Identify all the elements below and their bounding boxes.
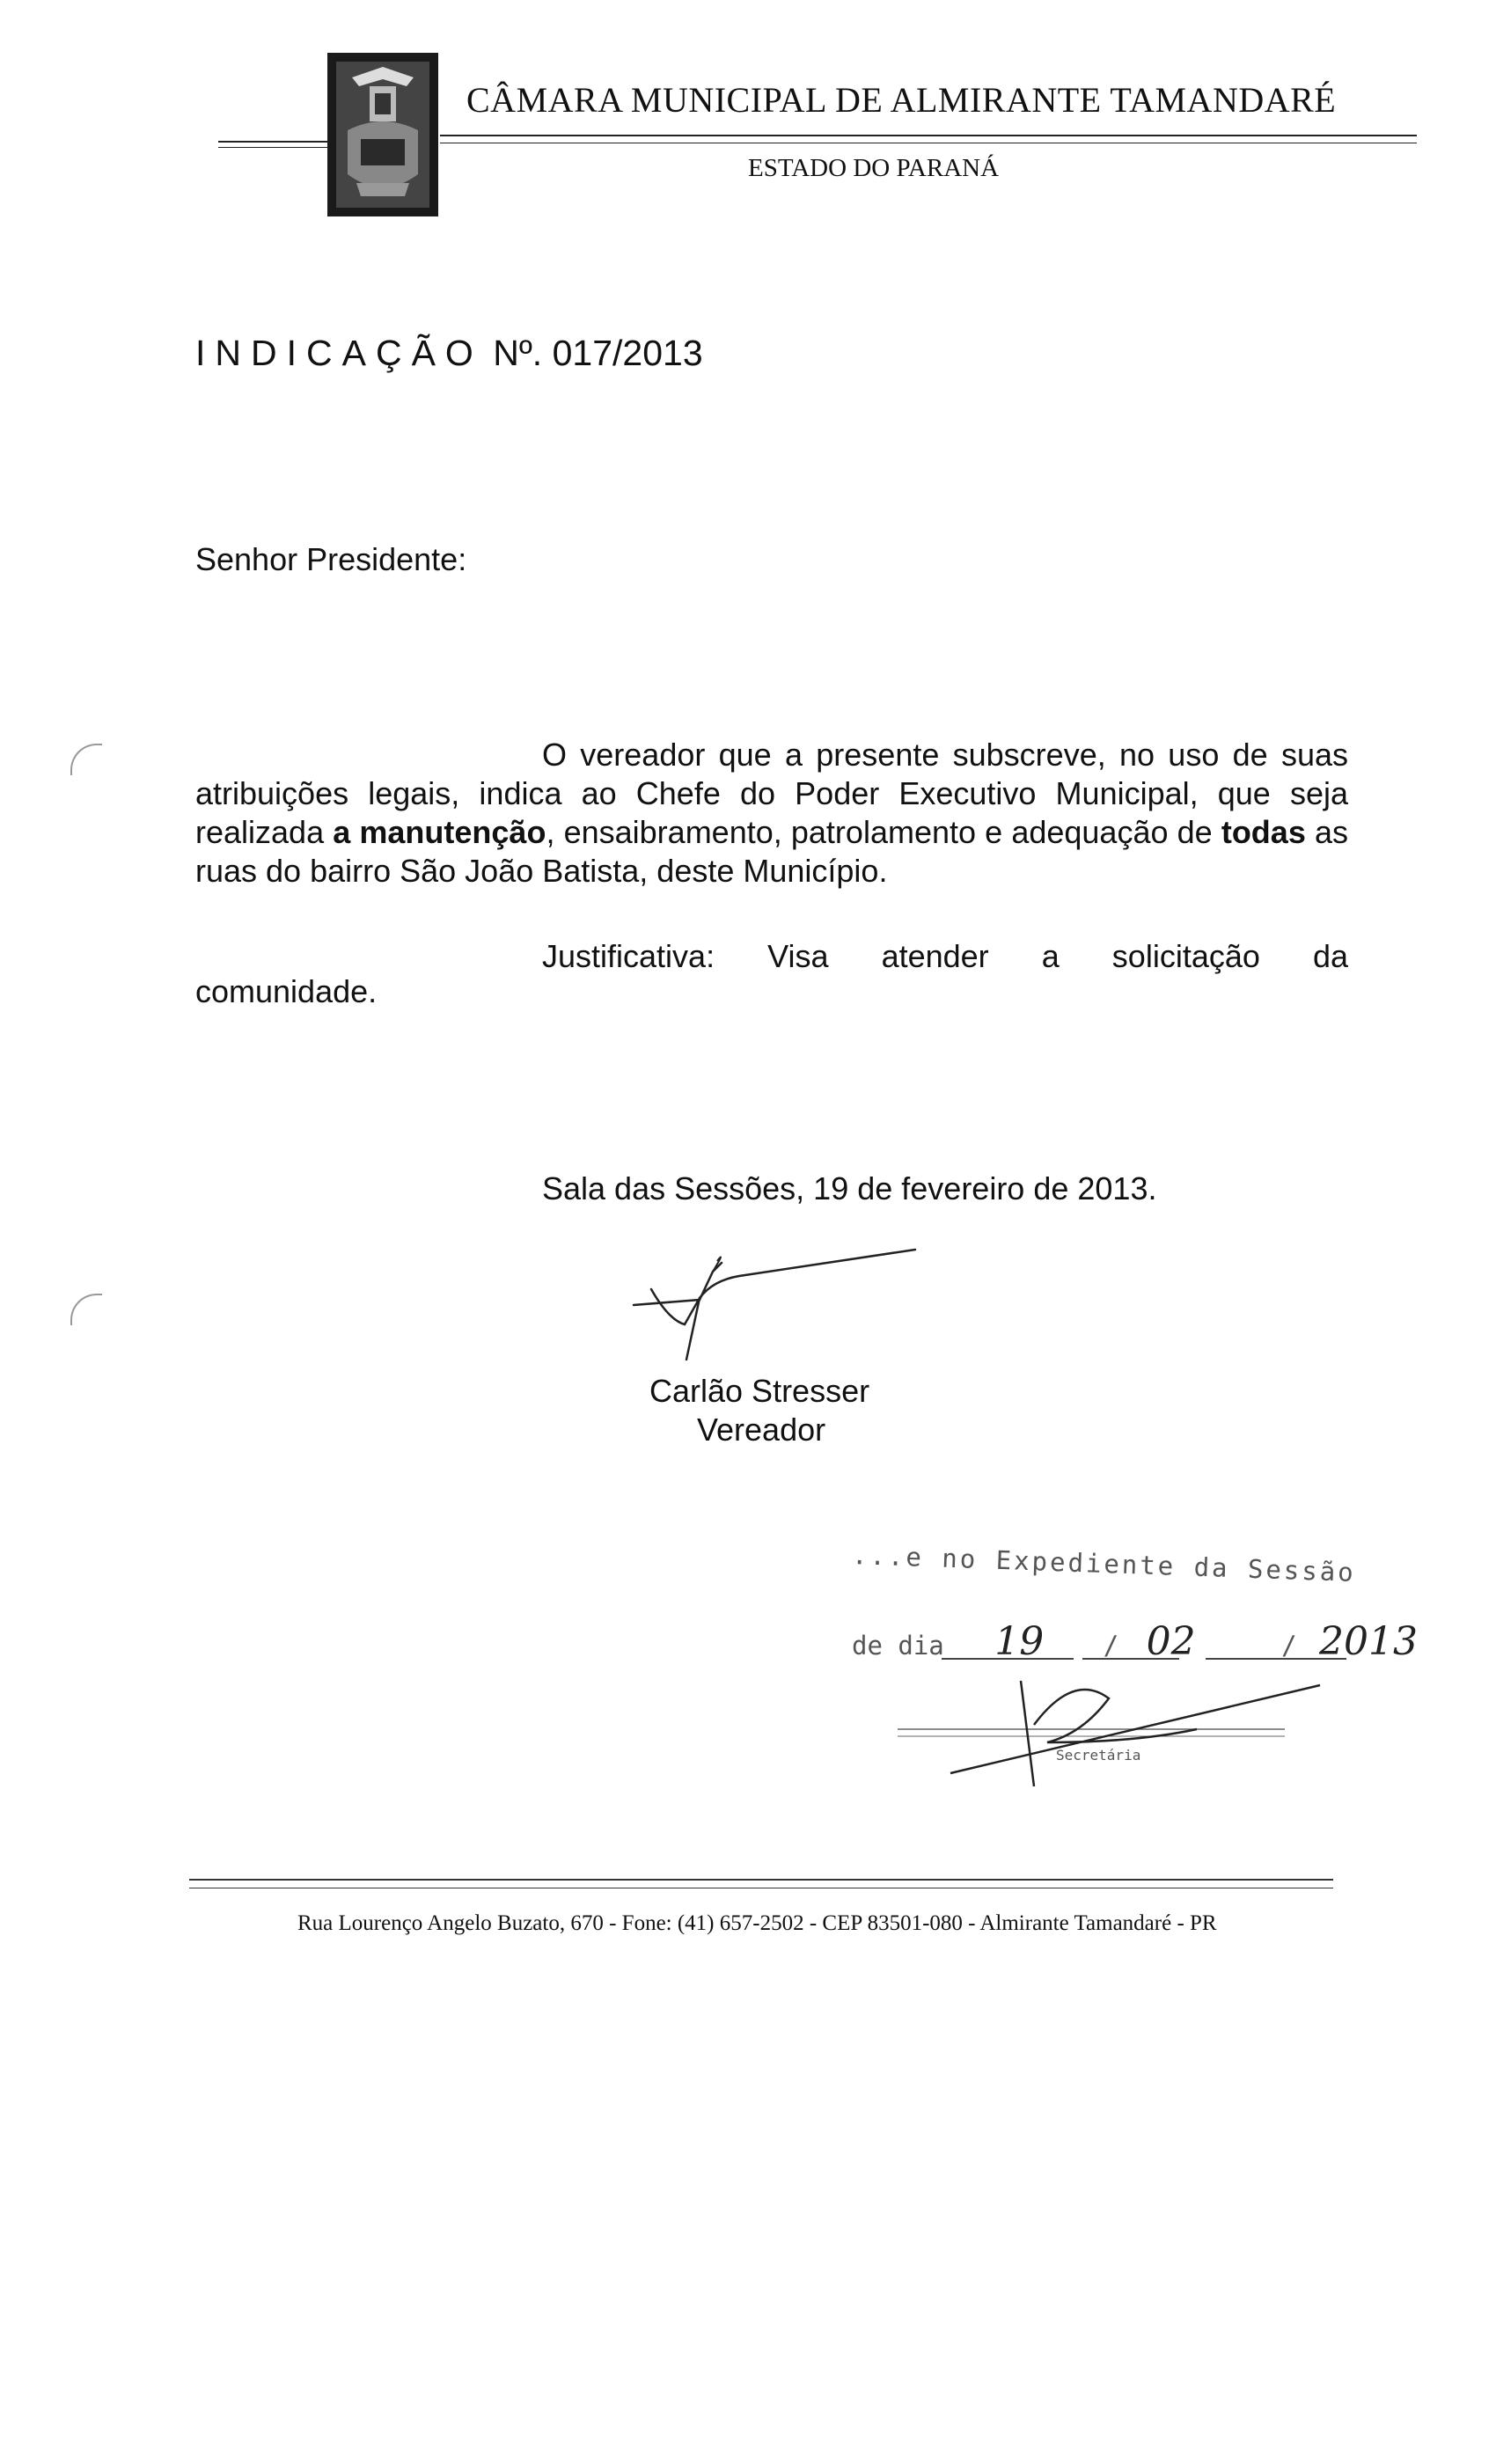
chamber-name: CÂMARA MUNICIPAL DE ALMIRANTE TAMANDARÉ — [466, 80, 1337, 120]
document-number-label: INDICAÇÃO — [195, 333, 483, 373]
justification-word: da — [1312, 938, 1348, 974]
body-text-start: O vereador que a presente subscreve, no uso de suas atribuições legais, indica ao Chefe do Poder Executivo Municipal, que seja realizada — [195, 737, 1348, 850]
justification-continuation: comunidade. — [195, 973, 378, 1009]
justification-word: solicitação — [1111, 938, 1260, 974]
stamp-day: 19 — [994, 1619, 1045, 1664]
document-number-prefix: Nº. — [493, 333, 543, 373]
municipal-crest-icon — [326, 51, 440, 218]
place-date: Sala das Sessões, 19 de fevereiro de 2013. — [542, 1170, 1157, 1206]
stamp-date-line: de dia 19 / 02 / 2013 — [852, 1619, 1419, 1664]
justification-word: atender — [881, 938, 989, 974]
header-rule-left-2 — [218, 147, 328, 148]
body-paragraph — [195, 736, 1348, 891]
stamp-signature-icon — [845, 1619, 1373, 1813]
stamp-year: 2013 — [1319, 1619, 1419, 1664]
body-bold-all: todas — [1221, 814, 1306, 850]
document-number-value: 017/2013 — [552, 333, 703, 373]
justification-line — [542, 938, 1348, 975]
signer-name: Carlão Stresser — [649, 1373, 870, 1409]
binder-hole-mark — [70, 744, 102, 775]
stamp-date-prefix: de dia — [852, 1631, 944, 1661]
header-rule-left — [218, 141, 328, 143]
footer-rule-1 — [189, 1879, 1333, 1881]
stamp-role-text: Secretária — [1056, 1747, 1141, 1764]
justification-word: Visa — [767, 938, 829, 974]
salutation: Senhor Presidente: — [195, 541, 467, 577]
body-bold-maintenance: a manutenção — [333, 814, 546, 850]
document-number — [195, 333, 703, 374]
signer-role: Vereador — [697, 1412, 826, 1448]
body-text-mid: , ensaibramento, patrolamento e adequação de — [546, 814, 1221, 850]
binder-hole-mark — [70, 1294, 102, 1325]
state-name: ESTADO DO PARANÁ — [748, 154, 1000, 182]
justification-word: Justificativa: — [542, 938, 715, 974]
signature-icon — [616, 1236, 933, 1368]
stamp-month: 02 — [1146, 1619, 1196, 1664]
header-rule-right — [440, 135, 1417, 136]
body-text-end: as ruas do bairro São João Batista, deste Município. — [195, 814, 1349, 889]
footer-address: Rua Lourenço Angelo Buzato, 670 - Fone: (41) 657-2502 - CEP 83501-080 - Almirante Tamandaré - PR — [297, 1911, 1217, 1935]
stamp-heading: ...e no Expediente da Sessão — [851, 1540, 1357, 1588]
justification-word: a — [1041, 938, 1060, 974]
